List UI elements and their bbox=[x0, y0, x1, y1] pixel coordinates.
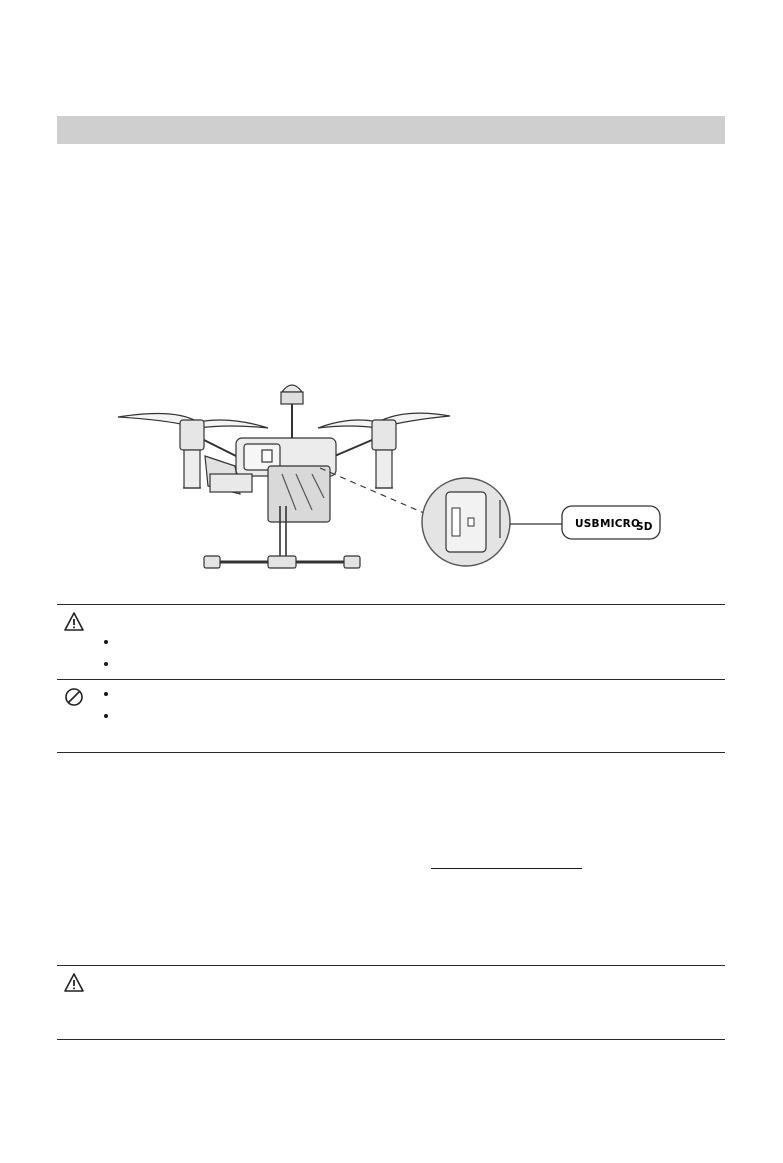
note-top-rule bbox=[57, 965, 725, 966]
micro-label: MICRO bbox=[600, 518, 641, 530]
section-header-bar bbox=[57, 116, 725, 144]
bullet bbox=[104, 692, 108, 696]
note-bottom-rule bbox=[57, 752, 725, 753]
sd-label: SD bbox=[636, 521, 653, 533]
note-bottom-rule bbox=[57, 1039, 725, 1040]
aircraft-illustration bbox=[0, 370, 783, 600]
prohibited-icon bbox=[63, 686, 85, 708]
aircraft-drawing bbox=[118, 385, 450, 568]
zoom-callout bbox=[422, 478, 510, 566]
note-divider bbox=[57, 679, 725, 680]
warning-icon bbox=[63, 611, 85, 633]
warning-icon bbox=[63, 972, 85, 994]
hyperlink-underline[interactable] bbox=[431, 868, 582, 869]
bullet bbox=[104, 714, 108, 718]
bullet bbox=[104, 662, 108, 666]
note-top-rule bbox=[57, 604, 725, 605]
usb-label: USB bbox=[575, 518, 600, 530]
bullet bbox=[104, 640, 108, 644]
port-label-box bbox=[562, 506, 660, 539]
